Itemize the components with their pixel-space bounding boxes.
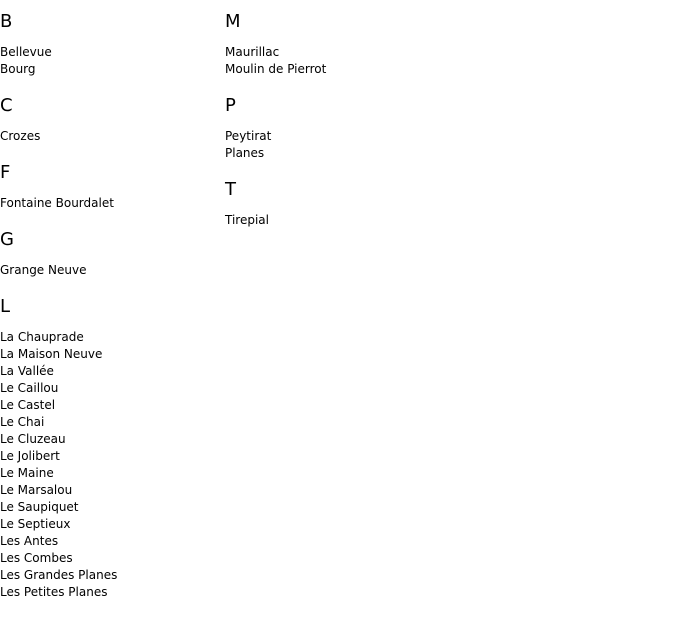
letter-group-c <box>0 94 220 145</box>
place-link[interactable]: Les Antes <box>0 534 59 548</box>
index-left-column <box>0 10 220 617</box>
place-list <box>225 128 485 162</box>
place-link[interactable]: Le Maine <box>0 466 54 480</box>
letter-group-f <box>0 161 220 212</box>
place-list <box>0 44 220 78</box>
letter-heading: L <box>0 296 11 317</box>
letter-group-m <box>225 10 485 78</box>
place-list <box>0 128 220 145</box>
letter-heading: B <box>0 11 13 32</box>
place-link[interactable]: Moulin de Pierrot <box>225 62 327 76</box>
place-link[interactable]: Le Castel <box>0 398 56 412</box>
letter-heading: T <box>225 179 236 200</box>
place-link[interactable]: Maurillac <box>225 45 280 59</box>
place-link[interactable]: Le Caillou <box>0 381 59 395</box>
place-link[interactable]: La Chauprade <box>0 330 84 344</box>
place-link[interactable]: Le Septieux <box>0 517 71 531</box>
place-link[interactable]: Les Combes <box>0 551 73 565</box>
place-link[interactable]: Le Saupiquet <box>0 500 79 514</box>
place-list <box>0 195 220 212</box>
place-link[interactable]: Peytirat <box>225 129 272 143</box>
place-link[interactable]: Le Marsalou <box>0 483 73 497</box>
place-link[interactable]: Planes <box>225 146 265 160</box>
letter-heading: G <box>0 229 14 250</box>
letter-heading: M <box>225 11 241 32</box>
place-link[interactable]: Fontaine Bourdalet <box>0 196 114 210</box>
place-link[interactable]: Le Cluzeau <box>0 432 66 446</box>
letter-heading: C <box>0 95 13 116</box>
place-list <box>0 329 220 601</box>
letter-group-p <box>225 94 485 162</box>
place-list <box>225 44 485 78</box>
place-link[interactable]: Le Chai <box>0 415 45 429</box>
place-list <box>0 262 220 279</box>
place-link[interactable]: Bellevue <box>0 45 52 59</box>
letter-group-b <box>0 10 220 78</box>
place-link[interactable]: Bourg <box>0 62 36 76</box>
place-link[interactable]: La Vallée <box>0 364 54 378</box>
letter-group-l <box>0 295 220 601</box>
place-list <box>225 212 485 229</box>
letter-group-t <box>225 178 485 229</box>
place-link[interactable]: La Maison Neuve <box>0 347 103 361</box>
letter-heading: F <box>0 162 11 183</box>
letter-group-g <box>0 228 220 279</box>
place-link[interactable]: Grange Neuve <box>0 263 87 277</box>
place-link[interactable]: Les Grandes Planes <box>0 568 118 582</box>
index-right-column <box>225 10 485 245</box>
letter-heading: P <box>225 95 236 116</box>
place-link[interactable]: Le Jolibert <box>0 449 60 463</box>
place-link[interactable]: Les Petites Planes <box>0 585 108 599</box>
place-link[interactable]: Tirepial <box>225 213 269 227</box>
place-link[interactable]: Crozes <box>0 129 41 143</box>
